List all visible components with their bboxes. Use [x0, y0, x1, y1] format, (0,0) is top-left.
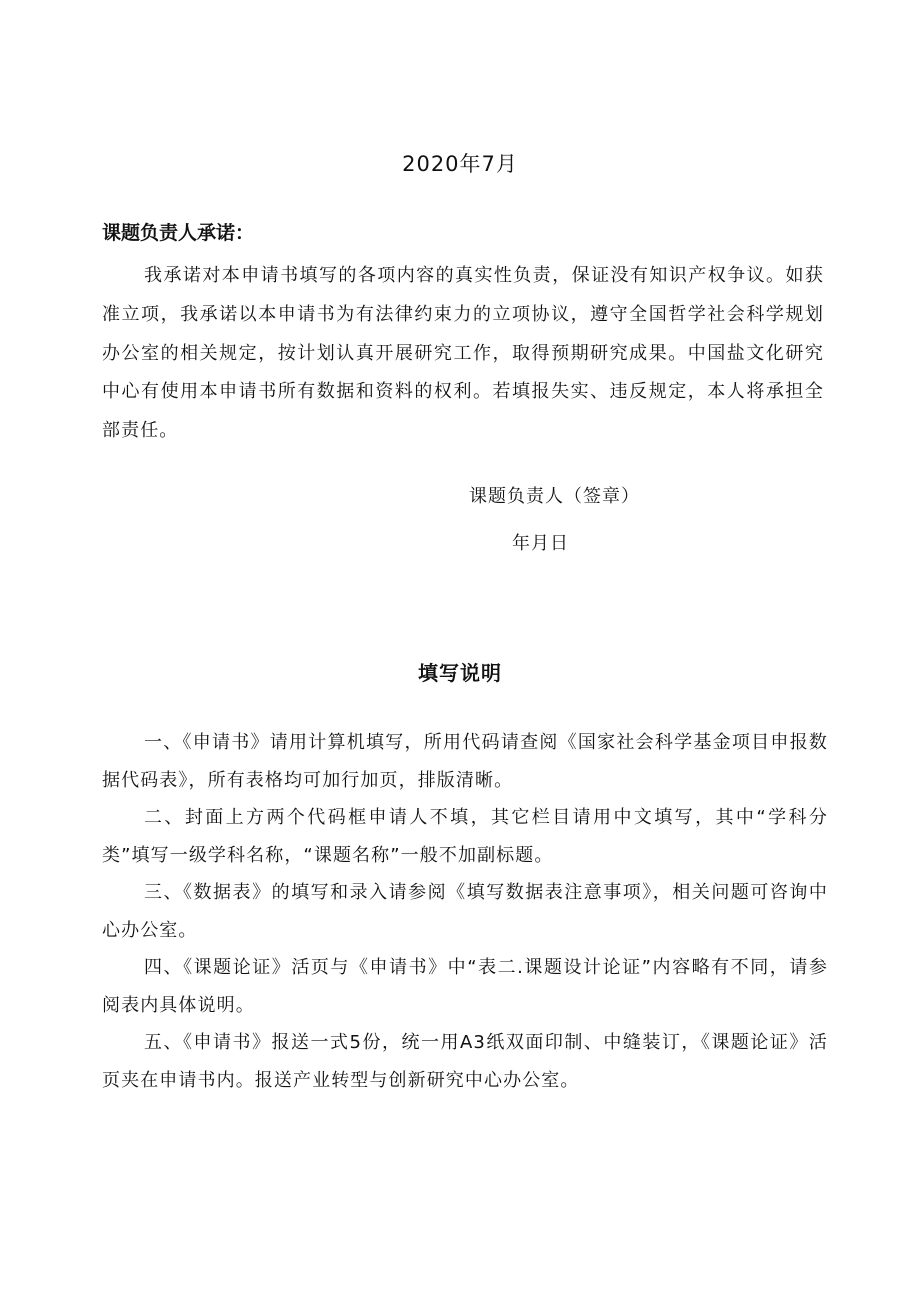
document-date: 2020年7月: [402, 152, 518, 176]
pledge-body: 我承诺对本申请书填写的各项内容的真实性负责，保证没有知识产权争议。如获准立项，我承诺以本申请书为有法律约束力的立项协议，遵守全国哲学社会科学规划办公室的相关规定，按计划认真开展研究工作，取得预期研究成果。中国盐文化研究中心有使用本申请书所有数据和资料的权利。若填报失实、违反规定，本人将承担全部责任。: [102, 265, 824, 442]
pledge-heading: 课题负责人承诺：: [102, 222, 255, 244]
signature-label: 课题负责人（签章）: [469, 486, 640, 507]
instruction-item-5: 五、《申请书》报送一式5份，统一用A3纸双面印制、中缝装订，《课题论证》活页夹在申请书内。报送产业转型与创新研究中心办公室。: [102, 1032, 828, 1091]
instructions-heading: 填写说明: [418, 661, 502, 685]
instructions-list: [102, 724, 828, 1099]
instruction-item-3: 三、《数据表》的填写和录入请参阅《填写数据表注意事项》，相关问题可咨询中心办公室。: [102, 882, 828, 941]
instruction-item-4: 四、《课题论证》活页与《申请书》中“表二.课题设计论证”内容略有不同，请参阅表内具体说明。: [102, 957, 828, 1016]
instruction-item-1: 一、《申请书》请用计算机填写，所用代码请查阅《国家社会科学基金项目申报数据代码表》，所有表格均可加行加页，排版清晰。: [102, 732, 828, 791]
instruction-item-2: 二、封面上方两个代码框申请人不填，其它栏目请用中文填写，其中“学科分类”填写一级学科名称，“课题名称”一般不加副标题。: [102, 807, 828, 866]
signature-date: 年月日: [512, 533, 569, 554]
